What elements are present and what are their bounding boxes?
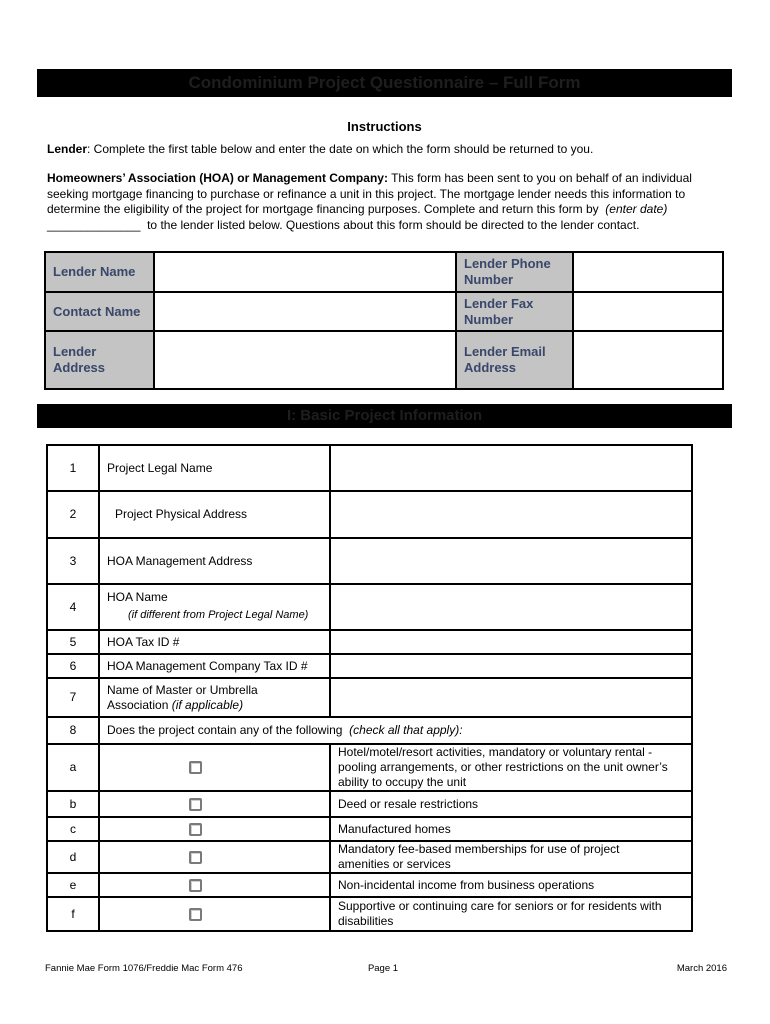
hoa-instruction-line bbox=[47, 202, 692, 218]
checkbox-fee-based-memberships[interactable] bbox=[189, 851, 202, 864]
contact-name-label: Contact Name bbox=[45, 292, 154, 331]
checklist-text-line: Hotel/motel/resort activities, mandatory or voluntary rental - bbox=[338, 745, 653, 759]
management-company-tax-id-label: HOA Management Company Tax ID # bbox=[99, 654, 330, 678]
lender-table-row bbox=[45, 292, 723, 331]
checkbox-cell bbox=[99, 791, 330, 817]
project-legal-name-field[interactable] bbox=[330, 445, 692, 491]
hoa-instruction-line: seeking mortgage financing to purchase or refinance a unit in this project. The mortgage lender needs this information to bbox=[47, 186, 686, 201]
hoa-instruction-text: determine the eligibility of the project for mortgage financing purposes. Complete and return this form by bbox=[47, 202, 599, 217]
checklist-letter: f bbox=[47, 897, 99, 931]
row-number: 1 bbox=[47, 445, 99, 491]
hoa-management-address-label: HOA Management Address bbox=[99, 538, 330, 584]
checklist-text-fee-based-memberships bbox=[330, 841, 692, 873]
contact-name-field[interactable] bbox=[154, 292, 456, 331]
row-number: 5 bbox=[47, 630, 99, 654]
master-association-note: (if applicable) bbox=[171, 697, 244, 712]
enter-date-note: (enter date) bbox=[605, 202, 668, 217]
checklist-text-line: Non-incidental income from business operations bbox=[338, 877, 595, 892]
checkbox-supportive-care[interactable] bbox=[189, 908, 202, 921]
checklist-text-supportive-care bbox=[330, 897, 692, 931]
checklist-row bbox=[47, 841, 692, 873]
checkbox-business-income[interactable] bbox=[189, 879, 202, 892]
lender-address-field[interactable] bbox=[154, 331, 456, 389]
checkbox-cell bbox=[99, 897, 330, 931]
row-project-legal-name bbox=[47, 445, 692, 491]
checkbox-deed-resale-restrictions[interactable] bbox=[189, 798, 202, 811]
lender-email-label: Lender Email Address bbox=[456, 331, 573, 389]
checklist-text-line: disabilities bbox=[338, 914, 394, 928]
row-number: 7 bbox=[47, 678, 99, 717]
lender-instruction bbox=[47, 141, 593, 157]
question-8-cell bbox=[99, 717, 692, 744]
instructions-heading: Instructions bbox=[347, 119, 422, 134]
hoa-instruction-text: This form has been sent to you on behalf of an individual bbox=[391, 171, 692, 185]
checkbox-hotel-rental-restrictions[interactable] bbox=[189, 761, 202, 774]
row-hoa-management-address bbox=[47, 538, 692, 584]
checklist-row bbox=[47, 817, 692, 841]
checklist-text-business-income bbox=[330, 873, 692, 897]
form-title-bar bbox=[37, 69, 732, 97]
hoa-tax-id-field[interactable] bbox=[330, 630, 692, 654]
hoa-instruction bbox=[47, 171, 692, 234]
footer-date: March 2016 bbox=[676, 963, 727, 974]
checklist-text-line: pooling arrangements, or other restrictions on the unit owner’s bbox=[338, 760, 668, 774]
row-number: 2 bbox=[47, 491, 99, 538]
lender-phone-label: Lender Phone Number bbox=[456, 252, 573, 292]
lender-email-field[interactable] bbox=[573, 331, 723, 389]
lender-name-field[interactable] bbox=[154, 252, 456, 292]
basic-project-info-table bbox=[46, 444, 693, 932]
footer-page-number: Page 1 bbox=[367, 963, 399, 974]
row-hoa-name bbox=[47, 584, 692, 630]
master-association-label-cell bbox=[99, 678, 330, 717]
checkbox-cell bbox=[99, 744, 330, 791]
row-project-physical-address bbox=[47, 491, 692, 538]
checklist-text-manufactured-homes bbox=[330, 817, 692, 841]
checklist-text-line: Manufactured homes bbox=[338, 821, 451, 836]
checklist-text-line: Deed or resale restrictions bbox=[338, 796, 479, 811]
lender-instruction-label: Lender bbox=[47, 142, 88, 156]
checklist-row bbox=[47, 744, 692, 791]
checklist-letter: b bbox=[47, 791, 99, 817]
checkbox-cell bbox=[99, 817, 330, 841]
checklist-row bbox=[47, 873, 692, 897]
section-heading: I: Basic Project Information bbox=[286, 407, 483, 424]
row-management-company-tax-id bbox=[47, 654, 692, 678]
lender-name-label: Lender Name bbox=[45, 252, 154, 292]
hoa-tax-id-label: HOA Tax ID # bbox=[99, 630, 330, 654]
master-association-field[interactable] bbox=[330, 678, 692, 717]
checklist-letter: a bbox=[47, 744, 99, 791]
checklist-letter: d bbox=[47, 841, 99, 873]
lender-fax-field[interactable] bbox=[573, 292, 723, 331]
checklist-text-deed-resale-restrictions bbox=[330, 791, 692, 817]
checkbox-manufactured-homes[interactable] bbox=[189, 823, 202, 836]
checkbox-cell bbox=[99, 841, 330, 873]
footer-form-number: Fannie Mae Form 1076/Freddie Mac Form 476 bbox=[45, 963, 243, 974]
row-hoa-tax-id bbox=[47, 630, 692, 654]
checklist-letter: e bbox=[47, 873, 99, 897]
checkbox-cell bbox=[99, 873, 330, 897]
checklist-row bbox=[47, 897, 692, 931]
lender-instruction-text: : Complete the first table below and enter the date on which the form should be returned to you. bbox=[87, 142, 594, 156]
section-heading-bar bbox=[37, 404, 732, 428]
row-question-8 bbox=[47, 717, 692, 744]
lender-phone-field[interactable] bbox=[573, 252, 723, 292]
hoa-management-address-field[interactable] bbox=[330, 538, 692, 584]
project-legal-name-label: Project Legal Name bbox=[99, 445, 330, 491]
project-physical-address-label: Project Physical Address bbox=[99, 491, 330, 538]
hoa-instruction-line bbox=[47, 171, 692, 187]
lender-address-label: Lender Address bbox=[45, 331, 154, 389]
lender-fax-label: Lender Fax Number bbox=[456, 292, 573, 331]
checklist-text-line: Supportive or continuing care for seniors or for residents with bbox=[338, 899, 662, 913]
hoa-name-label: HOA Name bbox=[107, 589, 168, 604]
checklist-text-line: amenities or services bbox=[338, 857, 451, 871]
hoa-name-note: (if different from Project Legal Name) bbox=[128, 608, 309, 621]
checklist-text-line: Mandatory fee-based memberships for use of project bbox=[338, 842, 620, 856]
row-number: 4 bbox=[47, 584, 99, 630]
row-number: 3 bbox=[47, 538, 99, 584]
row-number: 6 bbox=[47, 654, 99, 678]
lender-table-row bbox=[45, 331, 723, 389]
row-number: 8 bbox=[47, 717, 99, 744]
hoa-name-label-cell bbox=[99, 584, 330, 630]
question-8-note: (check all that apply): bbox=[349, 723, 463, 737]
row-master-association bbox=[47, 678, 692, 717]
master-association-label: Name of Master or Umbrella Association bbox=[107, 682, 258, 712]
lender-info-table bbox=[44, 251, 724, 390]
checklist-row bbox=[47, 791, 692, 817]
checklist-letter: c bbox=[47, 817, 99, 841]
project-physical-address-field[interactable] bbox=[330, 491, 692, 538]
hoa-instruction-line: ______________ to the lender listed below. Questions about this form should be directed to the lender contact. bbox=[47, 218, 640, 233]
hoa-name-field[interactable] bbox=[330, 584, 692, 630]
lender-table-row bbox=[45, 252, 723, 292]
checklist-text-line: ability to occupy the unit bbox=[338, 775, 467, 789]
form-title: Condominium Project Questionnaire – Full Form bbox=[188, 73, 581, 92]
hoa-instruction-label: Homeowners’ Association (HOA) or Management Company: bbox=[47, 171, 388, 185]
checklist-text-hotel-rental-restrictions bbox=[330, 744, 692, 791]
question-8-text: Does the project contain any of the following bbox=[107, 723, 343, 737]
management-company-tax-id-field[interactable] bbox=[330, 654, 692, 678]
